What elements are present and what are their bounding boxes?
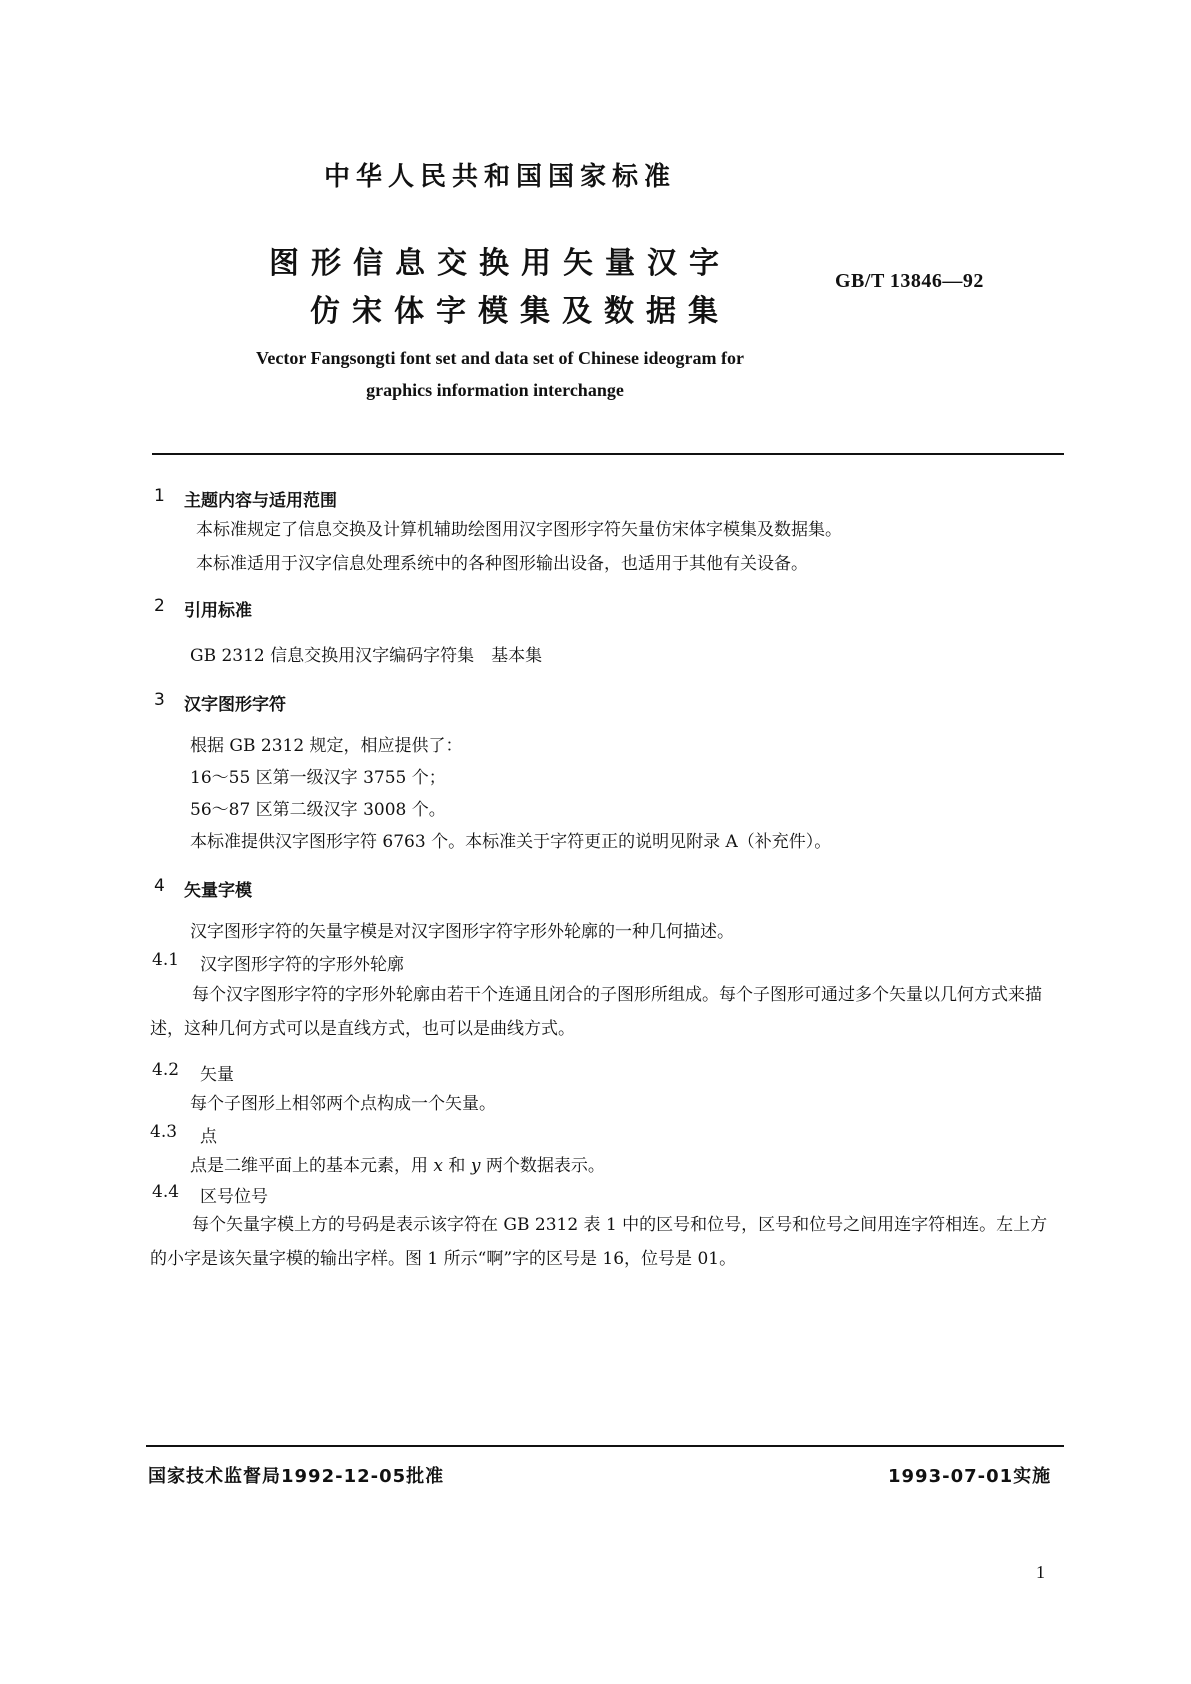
section-4-3-heading: 点 (200, 1127, 217, 1147)
page-number: 1 (1036, 1562, 1045, 1582)
approval-line: 国家技术监督局1992-12-05批准 (148, 1466, 445, 1487)
standard-code: GB/T 13846—92 (835, 270, 984, 292)
section-4-heading: 矢量字模 (184, 881, 252, 901)
section-4-3-text-mid: 和 (443, 1156, 471, 1176)
section-3-paragraph-2: 16～55 区第一级汉字 3755 个； (190, 768, 446, 788)
header-divider (152, 453, 1064, 455)
section-4-2-number: 4.2 (152, 1060, 180, 1080)
section-1-heading: 主题内容与适用范围 (184, 491, 337, 511)
section-4-4-heading: 区号位号 (200, 1187, 268, 1207)
section-3-heading: 汉字图形字符 (184, 695, 286, 715)
section-4-2-heading: 矢量 (200, 1065, 234, 1085)
section-4-number: 4 (154, 876, 165, 896)
section-4-3-text-after: 两个数据表示。 (480, 1156, 605, 1176)
document-title-line2: 仿宋体字模集及数据集 (310, 294, 730, 329)
section-4-2-text: 每个子图形上相邻两个点构成一个矢量。 (190, 1094, 496, 1114)
section-3-paragraph-3: 56～87 区第二级汉字 3008 个。 (190, 800, 446, 820)
section-3-paragraph-4: 本标准提供汉字图形字符 6763 个。本标准关于字符更正的说明见附录 A（补充件）。 (190, 832, 832, 852)
section-4-3-text-before: 点是二维平面上的基本元素，用 (190, 1156, 434, 1176)
section-4-paragraph-1: 汉字图形字符的矢量字模是对汉字图形字符字形外轮廓的一种几何描述。 (190, 922, 734, 942)
section-3-paragraph-1: 根据 GB 2312 规定，相应提供了： (190, 736, 463, 756)
footer-divider (146, 1445, 1064, 1447)
section-4-1-number: 4.1 (152, 950, 180, 970)
section-4-4-text: 每个矢量字模上方的号码是表示该字符在 GB 2312 表 1 中的区号和位号，区号和位号之间用连字符相连。左上方的小字是该矢量字模的输出字样。图 1 所示“啊”字的区号是 16，位号是 01。 (150, 1215, 1048, 1269)
section-1-paragraph-2: 本标准适用于汉字信息处理系统中的各种图形输出设备，也适用于其他有关设备。 (196, 554, 808, 574)
english-title-line1: Vector Fangsongti font set and data set of Chinese ideogram for (256, 348, 744, 368)
section-2-number: 2 (154, 596, 165, 616)
english-title-line2: graphics information interchange (366, 380, 624, 400)
national-standard-label: 中华人民共和国国家标准 (323, 162, 676, 192)
document-title-line1: 图形信息交换用矢量汉字 (269, 246, 731, 281)
section-2-paragraph-1: GB 2312 信息交换用汉字编码字符集 基本集 (190, 646, 543, 666)
section-4-1-heading: 汉字图形字符的字形外轮廓 (200, 955, 404, 975)
section-4-4-number: 4.4 (152, 1182, 180, 1202)
section-3-number: 3 (154, 690, 165, 710)
section-4-3-number: 4.3 (150, 1122, 178, 1142)
section-1-paragraph-1: 本标准规定了信息交换及计算机辅助绘图用汉字图形字符矢量仿宋体字模集及数据集。 (196, 520, 842, 540)
section-4-1-text: 每个汉字图形字符的字形外轮廓由若干个连通且闭合的子图形所组成。每个子图形可通过多个矢量以几何方式来描述，这种几何方式可以是直线方式，也可以是曲线方式。 (150, 985, 1042, 1039)
section-2-heading: 引用标准 (184, 601, 252, 621)
implementation-date: 1993-07-01实施 (888, 1466, 1052, 1487)
variable-y: y (470, 1156, 481, 1176)
section-4-3-text (190, 1150, 605, 1182)
section-1-number: 1 (154, 486, 165, 506)
variable-x: x (433, 1156, 443, 1176)
